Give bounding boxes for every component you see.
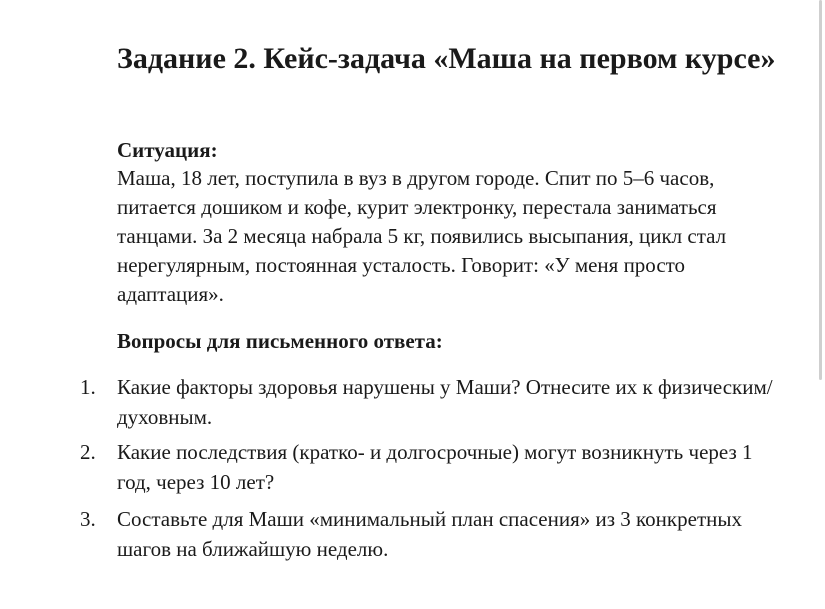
question-number: 3. bbox=[80, 507, 96, 531]
question-item-1 bbox=[80, 372, 780, 432]
page-title: Задание 2. Кейс-задача «Маша на первом курсе» bbox=[117, 42, 776, 75]
scrollbar[interactable] bbox=[819, 0, 822, 380]
question-item-2 bbox=[80, 437, 780, 497]
situation-text: Маша, 18 лет, поступила в вуз в другом городе. Спит по 5–6 часов, питается дошиком и кофе, курит электронку, перестала заниматься танцами. За 2 месяца набрала 5 кг, появились высыпания, цикл стал нерегулярным, постоянная усталость. Говорит: «У меня просто адаптация». bbox=[117, 166, 727, 306]
questions-label: Вопросы для письменного ответа: bbox=[117, 329, 443, 353]
question-number: 1. bbox=[80, 375, 96, 399]
question-text: Какие последствия (кратко- и долгосрочные) могут возникнуть через 1 год, через 10 лет? bbox=[117, 440, 753, 494]
question-text: Составьте для Маши «минимальный план спасения» из 3 конкретных шагов на ближайшую неделю. bbox=[117, 507, 742, 561]
question-text: Какие факторы здоровья нарушены у Маши? Отнесите их к физическим/духовным. bbox=[117, 375, 773, 429]
question-item-3 bbox=[80, 504, 780, 564]
situation-label: Ситуация: bbox=[117, 138, 218, 162]
question-number: 2. bbox=[80, 440, 96, 464]
